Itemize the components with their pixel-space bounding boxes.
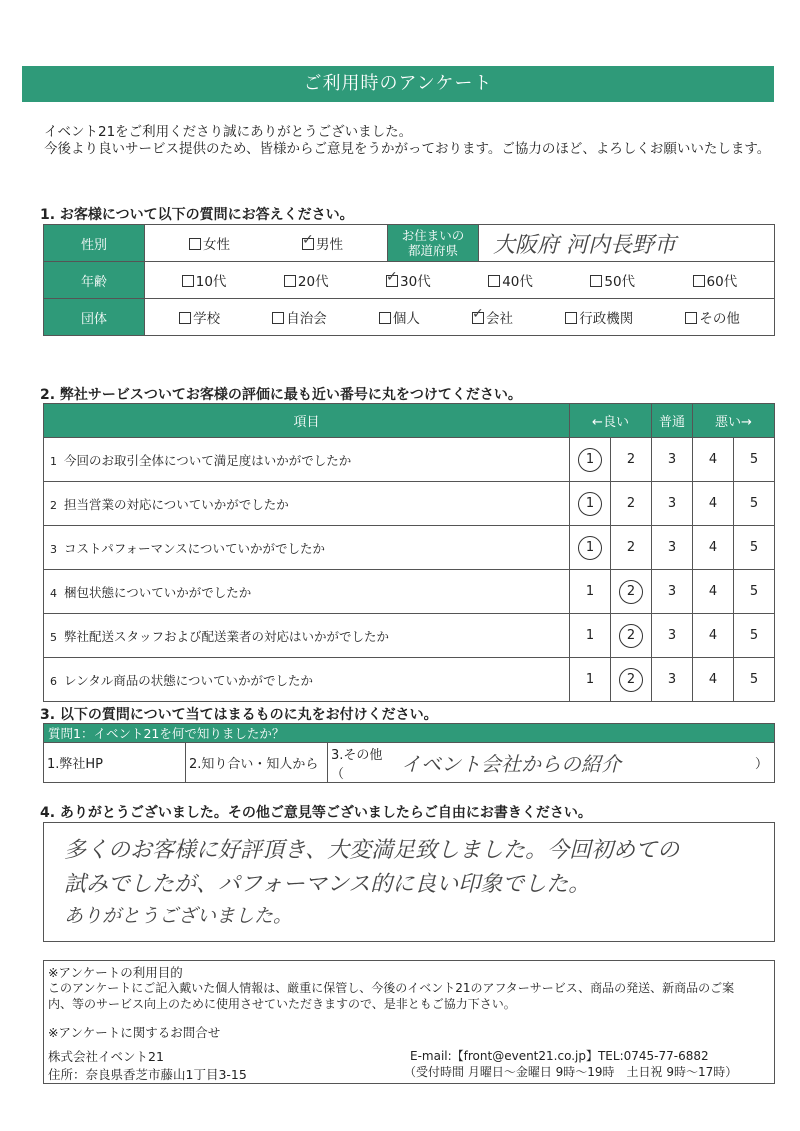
rating-option-5[interactable]: 5 <box>734 438 775 482</box>
rating-option-2[interactable]: 2 <box>611 658 652 702</box>
rating-option-4[interactable]: 4 <box>693 438 734 482</box>
rating-question <box>44 570 570 614</box>
rating-row <box>44 526 775 570</box>
checkbox-icon[interactable] <box>693 275 705 287</box>
source-option-other[interactable]: 3.その他（ <box>328 743 392 783</box>
purpose-title: ※アンケートの利用目的 <box>48 965 183 980</box>
item-column-header: 項目 <box>44 404 570 438</box>
source-option-hp[interactable]: 1.弊社HP <box>44 743 186 783</box>
section2-heading: 2. 弊社サービスついてお客様の評価に最も近い番号に丸をつけてください。 <box>40 387 522 403</box>
rating-option-1[interactable]: 1 <box>570 570 611 614</box>
source-close-paren: ） <box>754 757 768 772</box>
comment-line-1: 多くのお客様に好評頂き、大変満足致しました。今回初めての <box>64 838 680 863</box>
age-option-40s[interactable]: 40代 <box>488 270 533 290</box>
group-options <box>145 299 775 336</box>
rating-row <box>44 438 775 482</box>
rating-option-4[interactable]: 4 <box>693 614 734 658</box>
checkbox-icon[interactable] <box>189 238 201 250</box>
rating-option-4[interactable]: 4 <box>693 526 734 570</box>
rating-option-3[interactable]: 3 <box>652 438 693 482</box>
question-text: レンタル商品の状態についていかがでしたか <box>64 672 313 688</box>
group-option-other[interactable]: その他 <box>685 307 740 327</box>
rating-option-3[interactable]: 3 <box>652 482 693 526</box>
comment-box[interactable] <box>43 822 775 942</box>
rating-option-3[interactable]: 3 <box>652 658 693 702</box>
company-name: 株式会社イベント21 <box>48 1049 164 1064</box>
checkbox-icon[interactable] <box>284 275 296 287</box>
checked-checkbox-icon[interactable] <box>302 238 314 250</box>
source-table <box>43 723 775 783</box>
source-other-field[interactable] <box>391 743 775 783</box>
question-number: 4 <box>50 586 57 600</box>
checkbox-icon[interactable] <box>272 312 284 324</box>
section1-heading: 1. お客様について以下の質問にお答えください。 <box>40 207 354 223</box>
intro-line-2: 今後より良いサービス提供のため、皆様からご意見をうかがっております。ご協力のほど、よろしくお願いいたします。 <box>44 141 771 157</box>
rating-question <box>44 438 570 482</box>
group-label: 団体 <box>44 299 145 336</box>
rating-option-1[interactable]: 1 <box>570 526 611 570</box>
source-option-acquaintance[interactable]: 2.知り合い・知人から <box>186 743 328 783</box>
intro-text <box>44 124 770 158</box>
group-option-individual[interactable]: 個人 <box>379 307 420 327</box>
notes-box <box>43 960 775 1084</box>
question-text: 今回のお取引全体について満足度はいかがでしたか <box>64 452 352 468</box>
rating-option-1[interactable]: 1 <box>570 614 611 658</box>
question-number: 2 <box>50 498 57 512</box>
age-option-30s[interactable]: ✓ 30代 <box>386 270 431 290</box>
rating-option-1[interactable]: 1 <box>570 438 611 482</box>
prefecture-label: お住まいの 都道府県 <box>388 225 479 262</box>
group-option-school[interactable]: 学校 <box>179 307 220 327</box>
source-other-text: イベント会社からの紹介 <box>401 752 621 776</box>
rating-option-3[interactable]: 3 <box>652 526 693 570</box>
checkbox-icon[interactable] <box>590 275 602 287</box>
rating-question <box>44 658 570 702</box>
checkbox-icon[interactable] <box>182 275 194 287</box>
question-text: コストパフォーマンスについていかがでしたか <box>64 540 326 556</box>
gender-options <box>145 225 388 262</box>
bad-header: 悪い→ <box>693 404 775 438</box>
rating-question <box>44 614 570 658</box>
rating-option-1[interactable]: 1 <box>570 658 611 702</box>
comment-line-2: 試みでしたが、パフォーマンス的に良い印象でした。 <box>64 872 591 897</box>
good-header: ←良い <box>570 404 652 438</box>
question-number: 1 <box>50 454 57 468</box>
gender-option-male[interactable]: ✓ 男性 <box>302 233 343 253</box>
company-address: 住所：奈良県香芝市藤山1丁目3-15 <box>48 1067 247 1082</box>
checkbox-icon[interactable] <box>685 312 697 324</box>
contact-hours: （受付時間 月曜日～金曜日 9時～19時 土日祝 9時～17時） <box>404 1065 738 1079</box>
checked-checkbox-icon[interactable] <box>472 312 484 324</box>
rating-option-1[interactable]: 1 <box>570 482 611 526</box>
age-options <box>145 262 775 299</box>
rating-option-5[interactable]: 5 <box>734 614 775 658</box>
checked-checkbox-icon[interactable] <box>386 275 398 287</box>
purpose-text-2: 内、等のサービス向上のために使用させていただきますので、是非ともご協力下さい。 <box>48 997 516 1011</box>
rating-option-5[interactable]: 5 <box>734 526 775 570</box>
rating-option-3[interactable]: 3 <box>652 570 693 614</box>
checkbox-icon[interactable] <box>379 312 391 324</box>
question-text: 弊社配送スタッフおよび配送業者の対応はいかがでしたか <box>64 628 390 644</box>
rating-option-3[interactable]: 3 <box>652 614 693 658</box>
purpose-text-1: このアンケートにご記入戴いた個人情報は、厳重に保管し、今後のイベント21のアフターサービス、商品の発送、新商品のご案 <box>48 981 735 995</box>
checkbox-icon[interactable] <box>179 312 191 324</box>
contact-email-tel: E-mail:【front@event21.co.jp】TEL:0745-77-6882 <box>410 1049 709 1063</box>
rating-question <box>44 526 570 570</box>
question-text: 梱包状態についていかがでしたか <box>64 584 252 600</box>
question-number: 6 <box>50 674 57 688</box>
rating-option-5[interactable]: 5 <box>734 482 775 526</box>
rating-table <box>43 403 775 702</box>
rating-option-5[interactable]: 5 <box>734 658 775 702</box>
rating-question <box>44 482 570 526</box>
age-label: 年齢 <box>44 262 145 299</box>
rating-option-4[interactable]: 4 <box>693 482 734 526</box>
age-option-60s[interactable]: 60代 <box>693 270 738 290</box>
group-option-government[interactable]: 行政機関 <box>565 307 633 327</box>
rating-row <box>44 658 775 702</box>
customer-info-table <box>43 224 775 336</box>
age-option-20s[interactable]: 20代 <box>284 270 329 290</box>
group-option-neighborhood[interactable]: 自治会 <box>272 307 327 327</box>
intro-line-1: イベント21をご利用くださり誠にありがとうございました。 <box>44 124 413 140</box>
rating-option-2[interactable]: 2 <box>611 526 652 570</box>
question-number: 5 <box>50 630 57 644</box>
question-text: 担当営業の対応についていかがでしたか <box>64 496 289 512</box>
rating-option-4[interactable]: 4 <box>693 570 734 614</box>
survey-title: ご利用時のアンケート <box>22 66 774 102</box>
rating-option-5[interactable]: 5 <box>734 570 775 614</box>
rating-option-2[interactable]: 2 <box>611 438 652 482</box>
rating-option-4[interactable]: 4 <box>693 658 734 702</box>
rating-row <box>44 570 775 614</box>
rating-row <box>44 614 775 658</box>
age-option-10s[interactable]: 10代 <box>182 270 227 290</box>
group-option-company[interactable]: ✓ 会社 <box>472 307 513 327</box>
rating-option-2[interactable]: 2 <box>611 570 652 614</box>
checkbox-icon[interactable] <box>565 312 577 324</box>
prefecture-value[interactable]: 大阪府 河内長野市 <box>479 225 775 262</box>
rating-option-2[interactable]: 2 <box>611 614 652 658</box>
checkbox-icon[interactable] <box>488 275 500 287</box>
inquiry-title: ※アンケートに関するお問合せ <box>48 1025 221 1040</box>
normal-header: 普通 <box>652 404 693 438</box>
section3-heading: 3. 以下の質問について当てはまるものに丸をお付けください。 <box>40 707 438 723</box>
rating-option-2[interactable]: 2 <box>611 482 652 526</box>
comment-line-3: ありがとうございました。 <box>64 905 293 927</box>
source-question: 質問1：イベント21を何で知りましたか？ <box>44 724 775 743</box>
rating-row <box>44 482 775 526</box>
question-number: 3 <box>50 542 57 556</box>
gender-label: 性別 <box>44 225 145 262</box>
section4-heading: 4. ありがとうございました。その他ご意見等ございましたらご自由にお書きください。 <box>40 805 592 821</box>
gender-option-female[interactable]: 女性 <box>189 233 230 253</box>
age-option-50s[interactable]: 50代 <box>590 270 635 290</box>
